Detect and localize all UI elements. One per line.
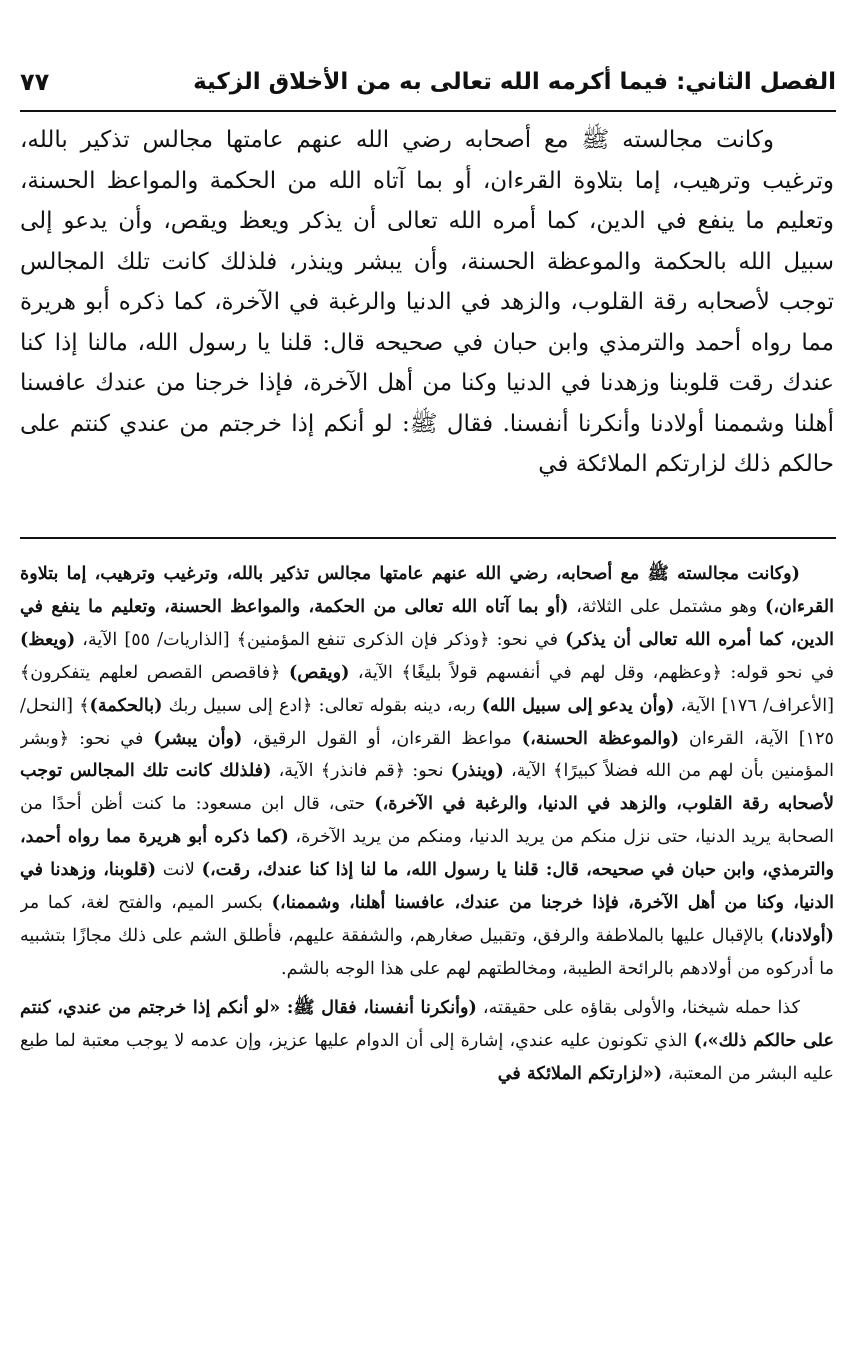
main-paragraph: وكانت مجالسته ﷺ مع أصحابه رضي الله عنهم عامتها مجالس تذكير بالله، وترغيب وترهيب، إما بتلاوة القرءان، أو بما آتاه الله من الحكمة والمواعظ الحسنة، وتعليم ما ينفع في الدين، كما أمره الله تعالى أن يذكر ويعظ ويقص، وأن يدعو إلى سبيل الله بالحكمة والموعظة الحسنة، وأن يبشر وينذر، فلذلك كانت تلك المجالس توجب لأصحابه رقة القلوب، والزهد في الدنيا والرغبة في الآخرة، كما ذكره أبو هريرة مما رواه أحمد والترمذي وابن حبان في صحيحه قال: قلنا يا رسول الله، مالنا إذا كنا عندك رقت قلوبنا وزهدنا في الدنيا وكنا من أهل الآخرة، فإذا خرجنا من عندك عافسنا أهلنا وشممنا أولادنا وأنكرنا أنفسنا. فقال ﷺ: لو أنكم إذا خرجتم من عندي كنتم على حالكم ذلك لزارتكم الملائكة في xyxy=(20,127,834,477)
page-number: ٧٧ xyxy=(20,68,50,96)
header-divider xyxy=(20,110,836,112)
commentary-segment: (والموعظة الحسنة،) xyxy=(521,727,680,749)
commentary-segment: بكسر الميم، والفتح لغة، كما مر xyxy=(20,893,272,914)
commentary-segment: في نحو قوله: ﴿وعظهم، وقل لهم في أنفسهم قولاً بليغًا﴾ الآية، xyxy=(349,662,834,683)
commentary-segment: («لزارتكم الملائكة في xyxy=(497,1062,663,1084)
commentary-segment: بالإقبال عليها بالملاطفة والرفق، وتقبيل صغارهم، والشفقة عليهم، فأطلق الشم على ذلك مجازًا بتشبيه ما أدركوه من أولادهم بالرائحة الطيبة، ومخالطتهم لهم على هذا الوجه بالشم. xyxy=(20,925,834,979)
commentary-segment: (أولادنا،) xyxy=(770,924,834,946)
commentary-segment: نحو: ﴿قم فانذر﴾ الآية، xyxy=(271,761,451,782)
commentary-segment: ﴾ [النحل/ ١٢٥] الآية، القرءان xyxy=(20,695,834,749)
chapter-title: الفصل الثاني: فيما أكرمه الله تعالى به من الأخلاق الزكية xyxy=(193,69,836,95)
commentary-segment: مواعظ القرءان، أو القول الرقيق، xyxy=(242,728,522,749)
commentary-segment: (وكانت مجالسته ﷺ مع أصحابه، رضي الله عنهم عامتها مجالس تذكير بالله، وترغيب وترهيب، إما بتلاوة القرءان،) xyxy=(20,563,834,617)
commentary-segment: (وينذر) xyxy=(450,760,504,782)
commentary-block xyxy=(20,558,834,1348)
commentary-segment: وهو مشتمل على الثلاثة، xyxy=(568,596,766,617)
commentary-segment: (وأنكرنا أنفسنا، فقال ﷺ: «لو أنكم إذا خرجتم من عندي، كنتم على حالكم ذلك»،) xyxy=(20,996,834,1051)
commentary-segment: (فلذلك كانت تلك المجالس توجب لأصحابه رقة القلوب، والزهد في الدنيا، والرغبة في الآخرة،) xyxy=(20,760,834,815)
commentary-segment: (وأن يدعو إلى سبيل الله) xyxy=(481,694,675,716)
commentary-segment: (وأن يبشر) xyxy=(153,727,243,749)
commentary-segment: (كما ذكره أبو هريرة مما رواه أحمد، والترمذي، وابن حبان في صحيحه، قال: قلنا يا رسول الله، ما لنا إذا كنا عندك، رقت،) xyxy=(20,826,834,881)
commentary-segment: (أو بما آتاه الله تعالى من الحكمة، والمواعظ الحسنة، وتعليم ما ينفع في الدين، كما أمره الله تعالى أن يذكر) xyxy=(20,595,834,650)
commentary-divider xyxy=(20,537,836,539)
commentary-paragraph-1 xyxy=(20,558,834,986)
commentary-segment: كذا حمله شيخنا، والأولى بقاؤه على حقيقته، xyxy=(476,997,800,1018)
commentary-segment: حتى، قال ابن مسعود: ما كنت أظن أحدًا من الصحابة يريد الدنيا، حتى نزل منكم من يريد الدنيا، ومنكم من يريد الآخرة، xyxy=(20,794,834,848)
commentary-segment: (ويقص) xyxy=(288,661,350,683)
commentary-paragraph-2 xyxy=(20,992,834,1091)
commentary-segment: ﴿فاقصص القصص لعلهم يتفكرون﴾ [الأعراف/ ١٧٦] الآية، xyxy=(20,662,834,716)
commentary-segment: (قلوبنا، وزهدنا في الدنيا، وكنا من أهل الآخرة، فإذا خرجنا من عندك، عافسنا أهلنا، وشممنا،) xyxy=(20,859,834,914)
commentary-segment: في نحو: ﴿وبشر المؤمنين بأن لهم من الله فضلاً كبيرًا﴾ الآية، xyxy=(20,728,834,782)
page-header xyxy=(20,58,836,106)
commentary-segment: ربه، دينه بقوله تعالى: ﴿ادع إلى سبيل ربك xyxy=(162,695,482,716)
commentary-segment: في نحو: ﴿وذكر فإن الذكرى تنفع المؤمنين﴾ [الذاريات/ ٥٥] الآية، xyxy=(75,629,566,650)
commentary-segment: (بالحكمة) xyxy=(89,694,163,716)
commentary-segment: الذي تكونون عليه عندي، إشارة إلى أن الدوام عليها عزيز، وإن عدمه لا يوجب معتبة لما طبع عليه البشر من المعتبة، xyxy=(20,1030,834,1084)
commentary-segment: لانت xyxy=(156,860,202,881)
main-text-block xyxy=(20,120,834,530)
commentary-segment: (ويعظ) xyxy=(20,628,76,650)
